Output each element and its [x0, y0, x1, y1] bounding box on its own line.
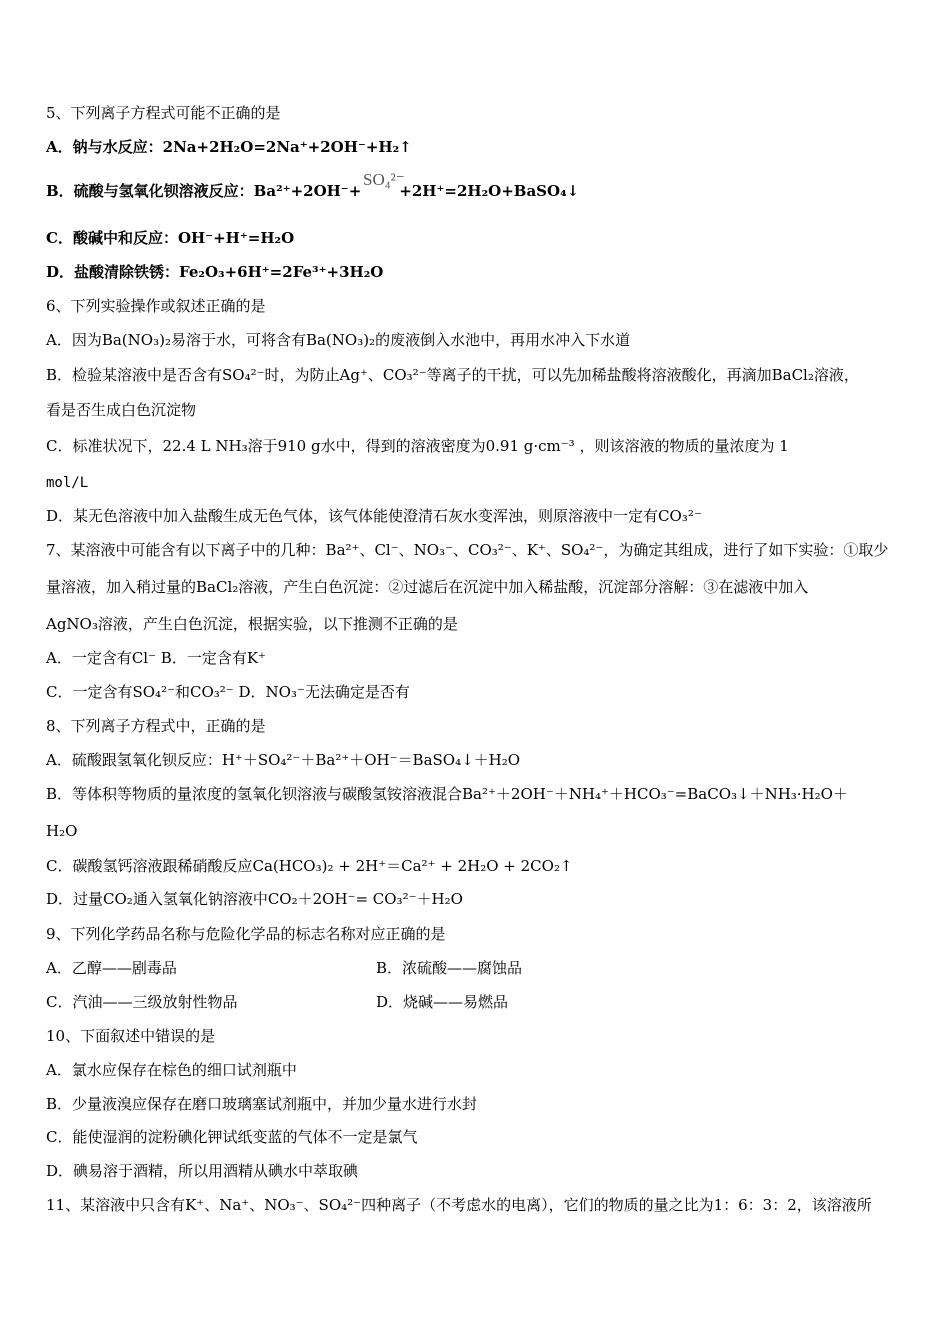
q6-option-c-cont: mol/L [46, 475, 89, 491]
q5-option-d: D．盐酸清除铁锈：Fe₂O₃+6H⁺=2Fe³⁺+3H₂O [46, 263, 384, 281]
q7-options-ab: A．一定含有Cl⁻ B．一定含有K⁺ [46, 649, 266, 667]
q5-option-a: A．钠与水反应：2Na+2H₂O=2Na⁺+2OH⁻+H₂↑ [46, 138, 412, 156]
q6-option-b-cont: 看是否生成白色沉淀物 [46, 401, 197, 419]
q8-option-b: B．等体积等物质的量浓度的氢氧化钡溶液与碳酸氢铵溶液混合Ba²⁺＋2OH⁻＋NH₄⁺＋HCO₃⁻=BaCO₃↓＋NH₃·H₂O＋ [46, 785, 848, 803]
q6-option-c: C．标准状况下，22.4 L NH₃溶于910 g水中，得到的溶液密度为0.91 g·cm⁻³ ，则该溶液的物质的量浓度为 1 [46, 437, 789, 455]
q11-stem: 11、某溶液中只含有K⁺、Na⁺、NO₃⁻、SO₄²⁻四种离子（不考虑水的电离），它们的物质的量之比为1：6：3：2，该溶液所 [46, 1196, 872, 1214]
q10-stem: 10、下面叙述中错误的是 [46, 1027, 216, 1045]
q5-stem: 5、下列离子方程式可能不正确的是 [46, 104, 281, 122]
q9-option-d: D．烧碱——易燃品 [376, 993, 509, 1011]
q6-stem: 6、下列实验操作或叙述正确的是 [46, 297, 266, 315]
q6-option-d: D．某无色溶液中加入盐酸生成无色气体，该气体能使澄清石灰水变浑浊，则原溶液中一定有CO₃²⁻ [46, 507, 702, 525]
q8-stem: 8、下列离子方程式中，正确的是 [46, 717, 266, 735]
q9-stem: 9、下列化学药品名称与危险化学品的标志名称对应正确的是 [46, 925, 446, 943]
q7-stem-line3: AgNO₃溶液，产生白色沉淀，根据实验，以下推测不正确的是 [46, 615, 458, 633]
q7-stem-line2: 量溶液，加入稍过量的BaCl₂溶液，产生白色沉淀：②过滤后在沉淀中加入稀盐酸，沉淀部分溶解：③在滤液中加入 [46, 578, 809, 596]
q7-stem-line1: 7、某溶液中可能含有以下离子中的几种：Ba²⁺、Cl⁻、NO₃⁻、CO₃²⁻、K⁺、SO₄²⁻，为确定其组成，进行了如下实验：①取少 [46, 541, 889, 559]
q5-option-b [46, 181, 579, 201]
q10-option-d: D．碘易溶于酒精，所以用酒精从碘水中萃取碘 [46, 1162, 359, 1180]
q10-option-a: A．氯水应保存在棕色的细口试剂瓶中 [46, 1061, 297, 1079]
q10-option-b: B．少量液溴应保存在磨口玻璃塞试剂瓶中，并加少量水进行水封 [46, 1095, 478, 1113]
q6-option-a: A．因为Ba(NO₃)₂易溶于水，可将含有Ba(NO₃)₂的废液倒入水池中，再用水冲入下水道 [46, 331, 631, 349]
q5-option-c: C．酸碱中和反应：OH⁻+H⁺=H₂O [46, 229, 295, 247]
sulfate-formula-image: SO₄²⁻ [363, 170, 405, 189]
q8-option-c: C．碳酸氢钙溶液跟稀硝酸反应Ca(HCO₃)₂ + 2H⁺＝Ca²⁺ + 2H₂O + 2CO₂↑ [46, 857, 573, 875]
q8-option-b-cont: H₂O [46, 822, 78, 840]
q8-option-d: D．过量CO₂通入氢氧化钠溶液中CO₂＋2OH⁻= CO₃²⁻＋H₂O [46, 890, 463, 908]
q8-option-a: A．硫酸跟氢氧化钡反应：H⁺＋SO₄²⁻＋Ba²⁺＋OH⁻＝BaSO₄↓＋H₂O [46, 751, 521, 769]
q6-option-b: B．检验某溶液中是否含有SO₄²⁻时，为防止Ag⁺、CO₃²⁻等离子的干扰，可以先加稀盐酸将溶液酸化，再滴加BaCl₂溶液， [46, 366, 859, 384]
q9-option-c: C．汽油——三级放射性物品 [46, 993, 238, 1011]
q7-options-cd: C．一定含有SO₄²⁻和CO₃²⁻ D．NO₃⁻无法确定是否有 [46, 683, 410, 701]
q5-option-b-part2: +2H⁺=2H₂O+BaSO₄↓ [399, 182, 580, 200]
q9-option-b: B．浓硫酸——腐蚀品 [376, 959, 523, 977]
q9-option-a: A．乙醇——剧毒品 [46, 959, 177, 977]
q10-option-c: C．能使湿润的淀粉碘化钾试纸变蓝的气体不一定是氯气 [46, 1128, 418, 1146]
q5-option-b-part1: B．硫酸与氢氧化钡溶液反应：Ba²⁺+2OH⁻+ [46, 182, 362, 200]
